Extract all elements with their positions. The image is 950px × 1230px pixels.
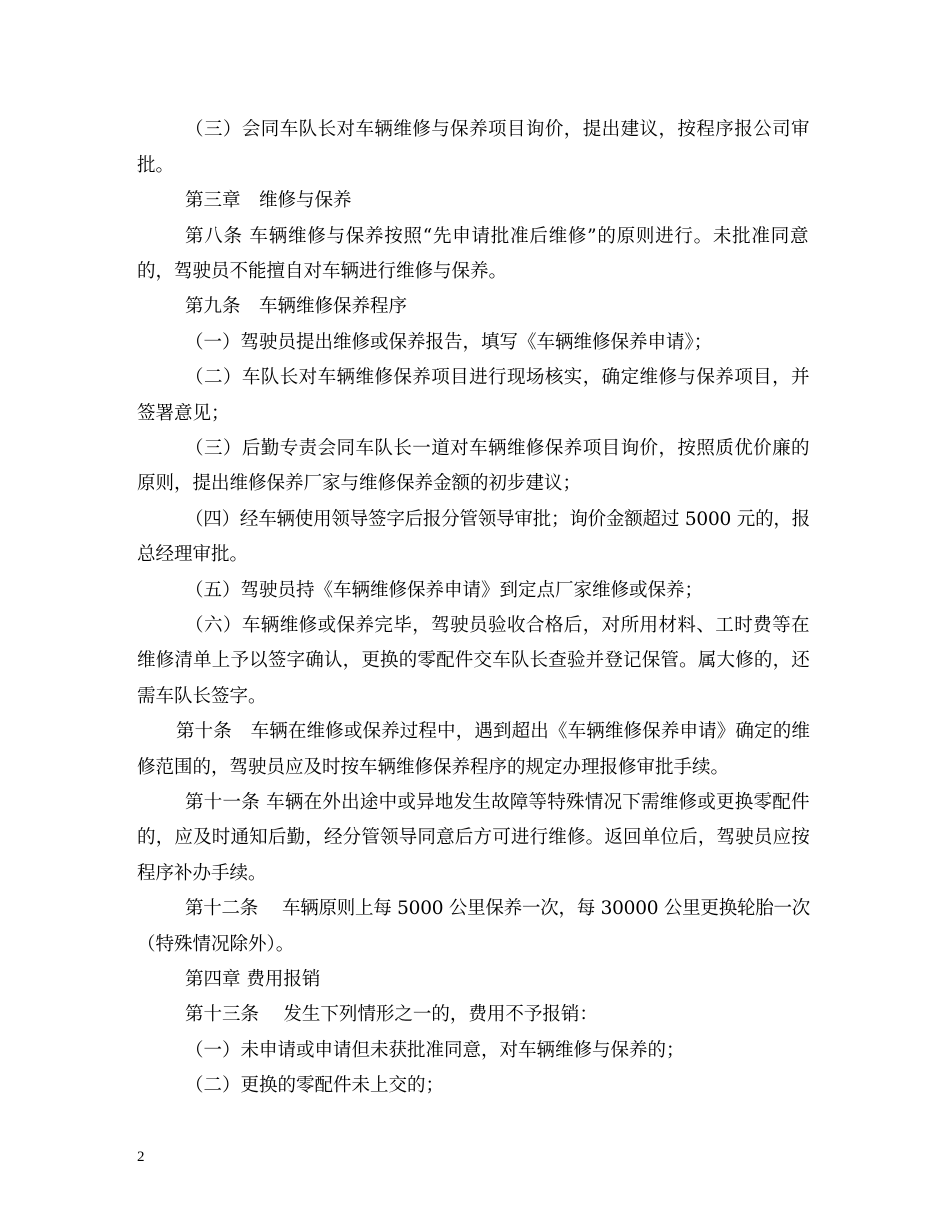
text-line: 需车队长签字。: [137, 686, 267, 707]
text-line: 的，应及时通知后勤，经分管领导同意后方可进行维修。返回单位后，驾驶员应按: [137, 827, 810, 848]
text-line: 第四章 费用报销: [185, 969, 321, 990]
text-line: 第十二条 车辆原则上每 5000 公里保养一次，每 30000 公里更换轮胎一次: [185, 898, 810, 919]
text-line: 第十条 车辆在维修或保养过程中，遇到超出《车辆维修保养申请》确定的维: [176, 721, 810, 742]
text-line: 批。: [137, 155, 175, 176]
text-line: （特殊情况除外）。: [137, 934, 295, 955]
text-line: （二）车队长对车辆维修保养项目进行现场核实，确定维修与保养项目，并: [185, 367, 810, 388]
page-number: 2: [137, 1149, 145, 1165]
text-line: （六）车辆维修或保养完毕，驾驶员验收合格后，对所用材料、工时费等在: [185, 615, 810, 636]
text-line: 第九条 车辆维修保养程序: [185, 296, 408, 317]
text-line: 维修清单上予以签字确认，更换的零配件交车队长查验并登记保管。属大修的，还: [137, 650, 810, 671]
text-line: 第八条 车辆维修与保养按照“先申请批准后维修”的原则进行。未批准同意: [185, 226, 810, 247]
text-line: （三）后勤专责会同车队长一道对车辆维修保养项目询价，按照质优价廉的: [185, 438, 810, 459]
text-line: 第三章 维修与保养: [185, 190, 352, 211]
text-line: 第十三条 发生下列情形之一的，费用不予报销：: [185, 1004, 598, 1025]
text-line: （二）更换的零配件未上交的；: [185, 1075, 445, 1096]
text-line: 总经理审批。: [137, 544, 249, 565]
text-line: 签署意见；: [137, 403, 230, 424]
text-line: 程序补办手续。: [137, 863, 267, 884]
text-line: （五）驾驶员持《车辆维修保养申请》到定点厂家维修或保养；: [185, 580, 704, 601]
text-line: （一）未申请或申请但未获批准同意，对车辆维修与保养的；: [185, 1040, 685, 1061]
text-line: 的，驾驶员不能擅自对车辆进行维修与保养。: [137, 261, 508, 282]
text-line: （一）驾驶员提出维修或保养报告，填写《车辆维修保养申请》；: [185, 332, 713, 353]
text-line: （四）经车辆使用领导签字后报分管领导审批；询价金额超过 5000 元的，报: [185, 509, 810, 530]
text-line: 原则，提出维修保养厂家与维修保养金额的初步建议；: [137, 473, 582, 494]
text-line: 修范围的，驾驶员应及时按车辆维修保养程序的规定办理报修审批手续。: [137, 757, 730, 778]
text-line: （三）会同车队长对车辆维修与保养项目询价，提出建议，按程序报公司审: [185, 119, 810, 140]
text-line: 第十一条 车辆在外出途中或异地发生故障等特殊情况下需维修或更换零配件: [185, 792, 810, 813]
